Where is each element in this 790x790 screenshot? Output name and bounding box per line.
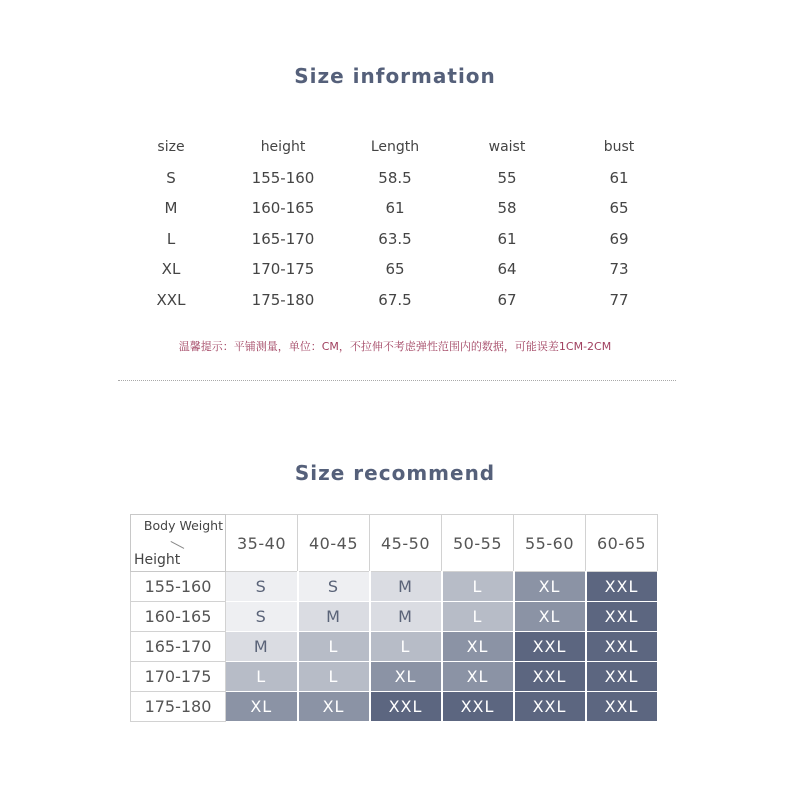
measurement-note: 温馨提示：平铺测量，单位：CM，不拉伸不考虑弹性范围内的数据，可能误差1CM-2CM — [178, 340, 612, 353]
info-cell: 61 — [385, 199, 405, 218]
size-cell: S — [226, 602, 298, 632]
info-cell: 175-180 — [251, 290, 315, 309]
size-cell: L — [298, 662, 370, 692]
table-row — [131, 632, 658, 662]
size-cell: M — [226, 632, 298, 662]
info-cell: 58.5 — [378, 168, 412, 187]
body-weight-label: Body Weight — [143, 518, 223, 533]
info-cell: 58 — [497, 199, 517, 218]
size-cell: XXL — [370, 692, 442, 722]
height-row-header: 165-170 — [131, 632, 226, 662]
info-cell: 64 — [497, 260, 517, 279]
table-row — [131, 662, 658, 692]
size-cell: S — [226, 572, 298, 602]
size-cell: XXL — [586, 602, 658, 632]
size-cell: M — [298, 602, 370, 632]
weight-header: 45-50 — [370, 515, 442, 572]
info-cell: M — [164, 199, 178, 218]
col-header-waist: waist — [488, 139, 526, 156]
size-cell: XL — [226, 692, 298, 722]
corner-header — [131, 515, 226, 572]
size-cell: L — [298, 632, 370, 662]
height-row-header: 170-175 — [131, 662, 226, 692]
size-cell: XL — [442, 632, 514, 662]
info-cell: 73 — [609, 260, 629, 279]
info-cell: 67 — [497, 290, 517, 309]
table-row — [115, 224, 675, 255]
info-cell: 63.5 — [378, 229, 412, 248]
info-cell: 160-165 — [251, 199, 315, 218]
size-cell: M — [370, 572, 442, 602]
col-header-bust: bust — [603, 139, 635, 156]
weight-header: 50-55 — [442, 515, 514, 572]
size-cell: XXL — [586, 692, 658, 722]
size-cell: S — [298, 572, 370, 602]
size-information-table — [115, 132, 675, 315]
info-cell: 155-160 — [251, 168, 315, 187]
info-cell: L — [166, 229, 176, 248]
info-cell: 61 — [497, 229, 517, 248]
info-cell: 165-170 — [251, 229, 315, 248]
size-cell: XXL — [514, 632, 586, 662]
height-label: Height — [134, 552, 181, 568]
size-recommend-table — [130, 514, 659, 722]
weight-header: 35-40 — [226, 515, 298, 572]
size-cell: L — [370, 632, 442, 662]
info-cell: 69 — [609, 229, 629, 248]
size-cell: XXL — [514, 692, 586, 722]
size-cell: XXL — [586, 662, 658, 692]
size-cell: XXL — [514, 662, 586, 692]
table-row — [115, 163, 675, 194]
size-cell: L — [442, 602, 514, 632]
table-row — [115, 193, 675, 224]
col-header-length: Length — [370, 139, 420, 156]
info-cell: 65 — [385, 260, 405, 279]
info-cell: 77 — [609, 290, 629, 309]
height-row-header: 160-165 — [131, 602, 226, 632]
info-cell: XXL — [156, 290, 186, 309]
dotted-divider — [118, 380, 676, 381]
height-row-header: 155-160 — [131, 572, 226, 602]
info-cell: S — [166, 168, 176, 187]
size-cell: XXL — [586, 572, 658, 602]
size-cell: XL — [514, 572, 586, 602]
corner-divider-line — [171, 541, 185, 549]
table-row — [115, 254, 675, 285]
info-cell: XL — [161, 260, 181, 279]
size-cell: M — [370, 602, 442, 632]
size-cell: XL — [514, 602, 586, 632]
size-cell: XL — [442, 662, 514, 692]
size-cell: XXL — [586, 632, 658, 662]
col-header-size: size — [157, 139, 185, 156]
weight-header: 55-60 — [514, 515, 586, 572]
table-row — [131, 692, 658, 722]
info-cell: 61 — [609, 168, 629, 187]
col-header-height: height — [260, 139, 306, 156]
info-cell: 170-175 — [251, 260, 315, 279]
info-cell: 67.5 — [378, 290, 412, 309]
size-cell: XL — [370, 662, 442, 692]
size-information-title: Size information — [294, 64, 496, 88]
table-row — [115, 285, 675, 316]
size-cell: L — [442, 572, 514, 602]
info-cell: 65 — [609, 199, 629, 218]
table-row — [131, 602, 658, 632]
table-row — [131, 572, 658, 602]
recommend-header-row — [131, 515, 658, 572]
info-header-row — [115, 132, 675, 163]
info-cell: 55 — [497, 168, 517, 187]
size-cell: XXL — [442, 692, 514, 722]
height-row-header: 175-180 — [131, 692, 226, 722]
size-recommend-title: Size recommend — [294, 461, 496, 485]
recommend-body — [131, 572, 658, 722]
weight-header: 40-45 — [298, 515, 370, 572]
size-cell: XL — [298, 692, 370, 722]
weight-header: 60-65 — [586, 515, 658, 572]
size-cell: L — [226, 662, 298, 692]
